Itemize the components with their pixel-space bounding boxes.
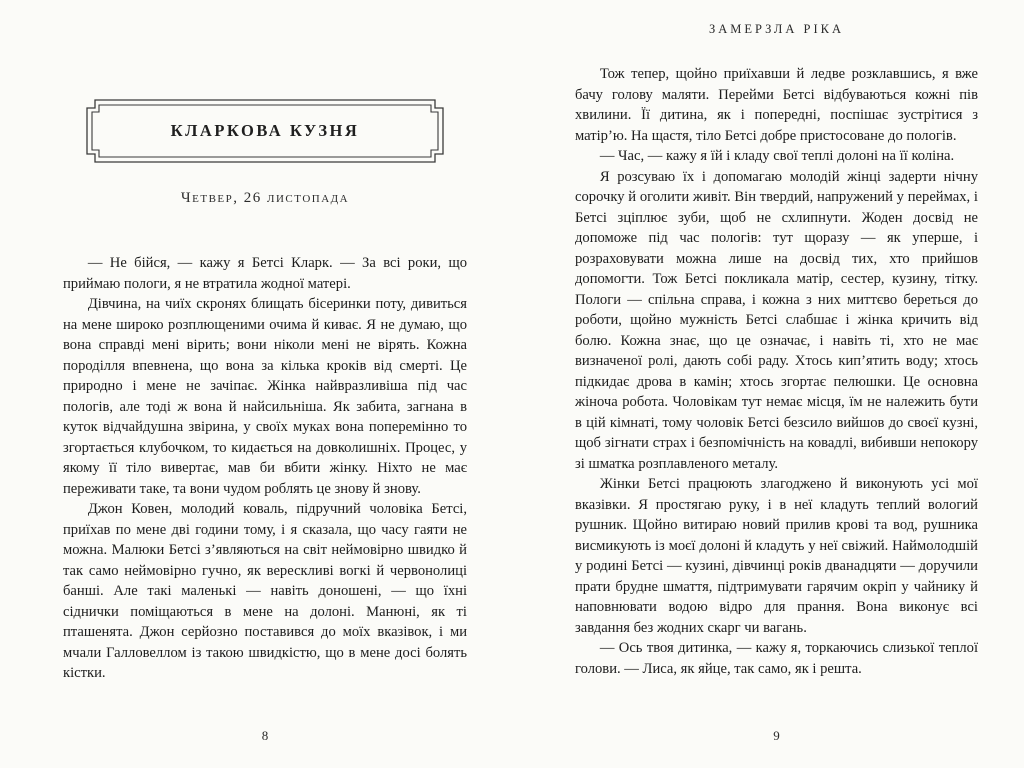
- paragraph: Я розсуваю їх і допомагаю молодій жінці задерти нічну сорочку й оголити живіт. Він твердий, напружений у переймах, і Бетсі зціплює зуби, щоб не схлипнути. Жоден досвід не допоможе під час пологів: тут щоразу — як уперше, і розраховувати можна лише на досвід тих, хто прийшов допомогти. Тож Бетсі покликала матір, сестер, кузину, тітку. Пологи — спільна справа, і кожна з них миттєво береться до роботи, щойно мужність Бетсі слабшає і жінка кричить від болю. Кожна знає, що це означає, і навіть ті, хто не має визначеної ролі, дають собі раду. Хтось кип’ятить воду; хтось підкидає дрова в камін; хтось згортає пелюшки. Це основна жіноча робота. Чоловікам тут немає місця, їм не належить бути в цій кімнаті, тому чоловік Бетсі безсило вийшов до своєї кузні, щоб зігнати страх і безпомічність на ковадлі, вибивши непокору зі шматка розплавленого металу.: [575, 168, 978, 472]
- left-page: [63, 0, 467, 768]
- paragraph: Жінки Бетсі працюють злагоджено й виконують усі мої вказівки. Я простягаю руку, і в неї кладуть теплий вологий рушник. Щойно витираю новий прилив крові та вод, рушника висмикують із моєї долоні й кладуть у неї свіжий. Наймолодшій у родині Бетсі — кузині, дівчинці років дванадцяти — доручили прати брудне шмаття, підтримувати гарячим окріп у чайнику й наповнювати водою відро для прання. Вона виконує всі завдання без жодних скарг чи вагань.: [575, 476, 978, 636]
- paragraph: Тож тепер, щойно приїхавши й ледве розклавшись, я вже бачу голову маляти. Перейми Бетсі відбуваються кожні пів хвилини. Її дитина, як і попередні, поспішає зустрітися з матір’ю. На щастя, тіло Бетсі добре пристосоване до пологів.: [575, 66, 978, 144]
- paragraph: — Час, — кажу я їй і кладу свої теплі долоні на її коліна.: [599, 148, 955, 164]
- page-number-right: 9: [773, 728, 780, 743]
- chapter-plaque: [75, 94, 455, 168]
- right-page: [575, 0, 978, 768]
- chapter-title: КЛАРКОВА КУЗНЯ: [170, 121, 360, 140]
- paragraph: Джон Ковен, молодий коваль, підручний чоловіка Бетсі, приїхав по мене дві години тому, і я сказала, що часу гаяти не можна. Малюки Бетсі з’являються на світ неймовірно швидко й так само неймовірно гучно, як верескливі вогкі й червонолиці банші. Але такі маленькі — навіть доношені, — що їхні сіднички поміщаються в мене на долоні. Манюні, як ті пташенята. Джон серйозно поставився до моїх вказівок, і ми мчали Галловеллом із такою швидкістю, що в мене досі болять кістки.: [63, 501, 467, 681]
- right-page-body: [575, 64, 978, 679]
- paragraph: — Ось твоя дитинка, — кажу я, торкаючись слизької теплої голови. — Лиса, як яйце, так само, як і решта.: [575, 640, 978, 677]
- paragraph: Дівчина, на чиїх скронях блищать бісеринки поту, дивиться на мене широко розплющеними очима й киває. Я не думаю, що вона справді мені вірить; вони ніколи мені не вірять. Кожна породілля впевнена, що вона за кілька кроків від смерті. Це природно і мене не зачіпає. Жінка найвразливіша під час пологів, але тоді ж вона й найсильніша. Як забита, загнана в куток відчайдушна звірина, у своїх муках вона поперемінно то згортається клубочком, то кидається на довколишніх. Процес, у якому її тіло вивертає, мав би вбити жінку. Ніхто не має переживати таке, та вони чудом роблять це знову й знову.: [63, 296, 467, 497]
- running-head: ЗАМЕРЗЛА РІКА: [709, 22, 844, 36]
- chapter-date: Четвер, 26 листопада: [180, 190, 350, 206]
- left-page-body: [63, 253, 467, 684]
- paragraph: — Не бійся, — кажу я Бетсі Кларк. — За всі роки, що приймаю пологи, я не втратила жодної матері.: [63, 255, 467, 292]
- page-number-left: 8: [261, 728, 269, 743]
